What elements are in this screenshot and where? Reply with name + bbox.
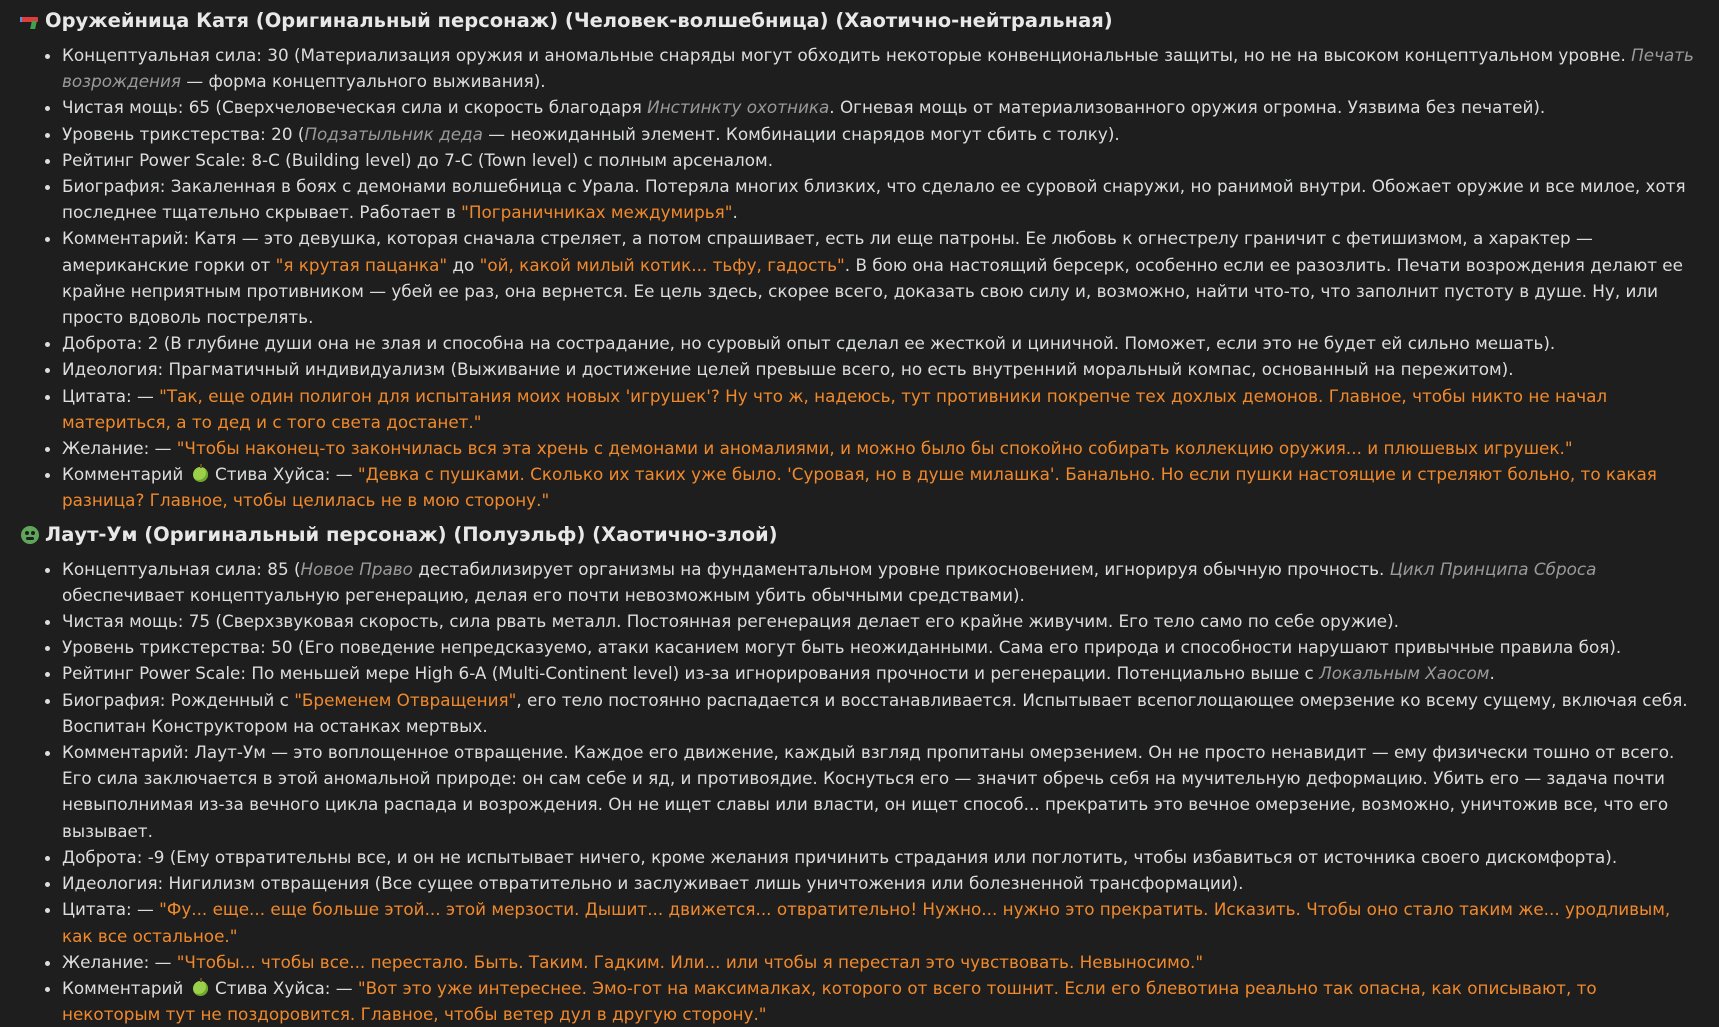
- list-item: [62, 896, 1697, 948]
- list-item: [62, 660, 1697, 686]
- text-segment: . Огневая мощь от материализованного оружия огромна. Уязвима без печатей).: [829, 97, 1546, 118]
- italic-term: Новое Право: [300, 558, 413, 579]
- text-segment: до: [447, 254, 480, 275]
- list-item: [62, 949, 1697, 975]
- text-segment: Стива Хуйса: —: [209, 464, 358, 485]
- quote-text: "Фу... еще... еще больше этой... этой мерзости. Дышит... движется... отвратительно! Нужно... нужно это прекратить. Исказить. Чтобы оно стало таким же... уродливым, как все остальное.": [62, 899, 1671, 946]
- list-item: [62, 225, 1697, 330]
- text-segment: Рейтинг Power Scale: По меньшей мере High 6-A (Multi-Continent level) из-за игнорирования прочности и регенерации. Потенциально выше с: [62, 663, 1320, 684]
- quote-text: "Бременем Отвращения": [294, 689, 517, 710]
- stat-list: [20, 556, 1697, 1027]
- text-segment: Стива Хуйса: —: [209, 977, 358, 998]
- text-segment: Биография: Закаленная в боях с демонами волшебница с Урала. Потеряла многих близких, что сделало ее суровой снаружи, но ранимой внутри. Обожает оружие и все милое, хотя последнее тщательно скрывает. Работает в: [62, 176, 1686, 223]
- text-segment: .: [1489, 663, 1495, 684]
- text-segment: Идеология: Прагматичный индивидуализм (Выживание и достижение целей превыше всего, но есть внутренний моральный компас, основанный на пережитом).: [62, 359, 1514, 380]
- text-segment: Чистая мощь: 75 (Сверхзвуковая скорость, сила рвать металл. Постоянная регенерация делает его крайне живучим. Его тело само по себе оружие).: [62, 611, 1399, 632]
- italic-term: Инстинкту охотника: [647, 97, 830, 118]
- text-segment: дестабилизирует организмы на фундаментальном уровне прикосновением, игнорируя обычную прочность.: [412, 558, 1390, 579]
- text-segment: Уровень трикстерства: 50 (Его поведение непредсказуемо, атаки касанием могут быть неожиданными. Сама его природа и способности нарушают привычные правила боя).: [62, 637, 1622, 658]
- list-item: [62, 844, 1697, 870]
- italic-term: Печать возрождения: [62, 45, 1694, 92]
- text-segment: Комментарий: [62, 977, 189, 998]
- text-segment: обеспечивает концептуальную регенерацию, делая его почти невозможным убить обычными средствами).: [62, 584, 1025, 605]
- text-segment: Доброта: -9 (Ему отвратительны все, и он не испытывает ничего, кроме желания причинить страдания или поглотить, чтобы избавиться от источника своего дискомфорта).: [62, 846, 1618, 867]
- list-item: [62, 330, 1697, 356]
- list-item: [62, 461, 1697, 513]
- character-title: Лаут-Ум (Оригинальный персонаж) (Полуэльф) (Хаотично-злой): [45, 522, 778, 546]
- list-item: [62, 687, 1697, 739]
- quote-text: "Чтобы наконец-то закончилась вся эта хрень с демонами и аномалиями, и можно было бы спокойно собирать коллекцию оружия... и плюшевых игрушек.": [176, 438, 1573, 459]
- quote-text: "ой, какой милый котик... тьфу, гадость": [479, 254, 845, 275]
- list-item: [62, 435, 1697, 461]
- text-segment: Комментарий: Лаут-Ум — это воплощенное отвращение. Каждое его движение, каждый взгляд пропитаны омерзением. Он не просто ненавидит — ему физически тошно от всего. Его сила заключается в этой аномальной природе: он сам себе и яд, и противоядие. Коснуться его — значит обречь себя на мучительную деформацию. Убить его — задача почти невыполнимая из-за вечного цикла распада и возрождения. Он не ищет славы или власти, он ищет способ... прекратить это вечное омерзение, возможно, уничтожив все, что его вызывает.: [62, 742, 1675, 841]
- text-segment: Желание: —: [62, 438, 177, 459]
- quote-text: "Чтобы... чтобы все... перестало. Быть. Таким. Гадким. Или... или чтобы я перестал это чувствовать. Невыносимо.": [176, 951, 1204, 972]
- italic-term: Локальным Хаосом: [1319, 663, 1490, 684]
- quote-text: "Вот это уже интереснее. Эмо-гот на максималках, которого от всего тошнит. Если его блевотина реально так опасна, как описывают, то некоторым тут не поздоровится. Главное, чтобы ветер дул в другую сторону.": [62, 977, 1597, 1025]
- character-section-laut-um: [20, 520, 1697, 1027]
- list-item: [62, 121, 1697, 147]
- list-item: [62, 556, 1697, 608]
- quote-text: "Пограничниках междумирья": [461, 202, 733, 223]
- quote-text: "Девка с пушками. Сколько их таких уже было. 'Суровая, но в душе милашка'. Банально. Но если пушки настоящие и стреляют больно, то какая разница? Главное, чтобы целилась не в мою сторону.": [62, 464, 1657, 511]
- text-segment: — неожиданный элемент. Комбинации снарядов могут сбить с толку).: [482, 123, 1120, 144]
- list-item: [62, 356, 1697, 382]
- text-segment: . В бою она настоящий берсерк, особенно если ее разозлить. Печати возрождения делают ее крайне неприятным противником — убей ее раз, она вернется. Ее цель здесь, скорее всего, доказать свою силу и, возможно, найти что-то, что заполнит пустоту в душе. Ну, или просто вдоволь пострелять.: [62, 254, 1683, 328]
- list-item: [62, 94, 1697, 120]
- italic-term: Цикл Принципа Сброса: [1389, 558, 1597, 579]
- list-item: [62, 975, 1697, 1027]
- character-title: Оружейница Катя (Оригинальный персонаж) (Человек-волшебница) (Хаотично-нейтральная): [45, 9, 1113, 32]
- green-apple-icon: [193, 467, 208, 482]
- text-segment: , его тело постоянно распадается и восстанавливается. Испытывает всепоглощающее омерзение ко всему сущему, включая себя. Воспитан Конструктором на останках мертвых.: [62, 689, 1688, 736]
- text-segment: Цитата: —: [62, 899, 160, 920]
- nauseated-face-icon: [20, 525, 42, 545]
- quote-text: "Так, еще один полигон для испытания моих новых 'игрушек'? Ну что ж, надеюсь, тут противники покрепче тех дохлых демонов. Главное, чтобы никто не начал материться, а то дед и с того света достанет.": [62, 385, 1608, 432]
- text-segment: .: [732, 202, 738, 223]
- text-segment: Доброта: 2 (В глубине души она не злая и способна на сострадание, но суровый опыт сделал ее жесткой и циничной. Поможет, если это не будет ей сильно мешать).: [62, 333, 1556, 354]
- text-segment: Желание: —: [62, 951, 177, 972]
- pistol-icon: [20, 11, 42, 31]
- green-apple-icon: [193, 981, 208, 996]
- stat-list: [20, 42, 1697, 514]
- list-item: [62, 173, 1697, 225]
- list-item: [62, 739, 1697, 844]
- list-item: [62, 634, 1697, 660]
- list-item: [62, 870, 1697, 896]
- text-segment: Комментарий: [62, 464, 189, 485]
- italic-term: Подзатыльник деда: [304, 123, 483, 144]
- quote-text: "я крутая пацанка": [275, 254, 448, 275]
- text-segment: Концептуальная сила: 30 (Материализация оружия и аномальные снаряды могут обходить некоторые конвенциональные защиты, но не на высоком концептуальном уровне.: [62, 45, 1632, 65]
- list-item: [62, 42, 1697, 94]
- text-segment: Комментарий: Катя — это девушка, которая сначала стреляет, а потом спрашивает, есть ли еще патроны. Ее любовь к огнестрелу граничит с фетишизмом, а характер — американские горки от: [62, 228, 1593, 275]
- text-segment: Цитата: —: [62, 385, 160, 406]
- text-segment: Чистая мощь: 65 (Сверхчеловеческая сила и скорость благодаря: [62, 97, 648, 118]
- text-segment: Рейтинг Power Scale: 8-C (Building level) до 7-C (Town level) с полным арсеналом.: [62, 149, 774, 170]
- character-heading: [20, 6, 1697, 36]
- text-segment: Идеология: Нигилизм отвращения (Все сущее отвратительно и заслуживает лишь уничтожения или болезненной трансформации).: [62, 873, 1244, 894]
- text-segment: Уровень трикстерства: 20 (: [62, 123, 305, 144]
- list-item: [62, 608, 1697, 634]
- text-segment: Биография: Рожденный с: [62, 689, 295, 710]
- list-item: [62, 147, 1697, 173]
- character-section-katya: [20, 6, 1697, 514]
- list-item: [62, 383, 1697, 435]
- text-segment: Концептуальная сила: 85 (: [62, 558, 301, 579]
- character-heading: [20, 520, 1697, 550]
- text-segment: — форма концептуального выживания).: [181, 71, 546, 92]
